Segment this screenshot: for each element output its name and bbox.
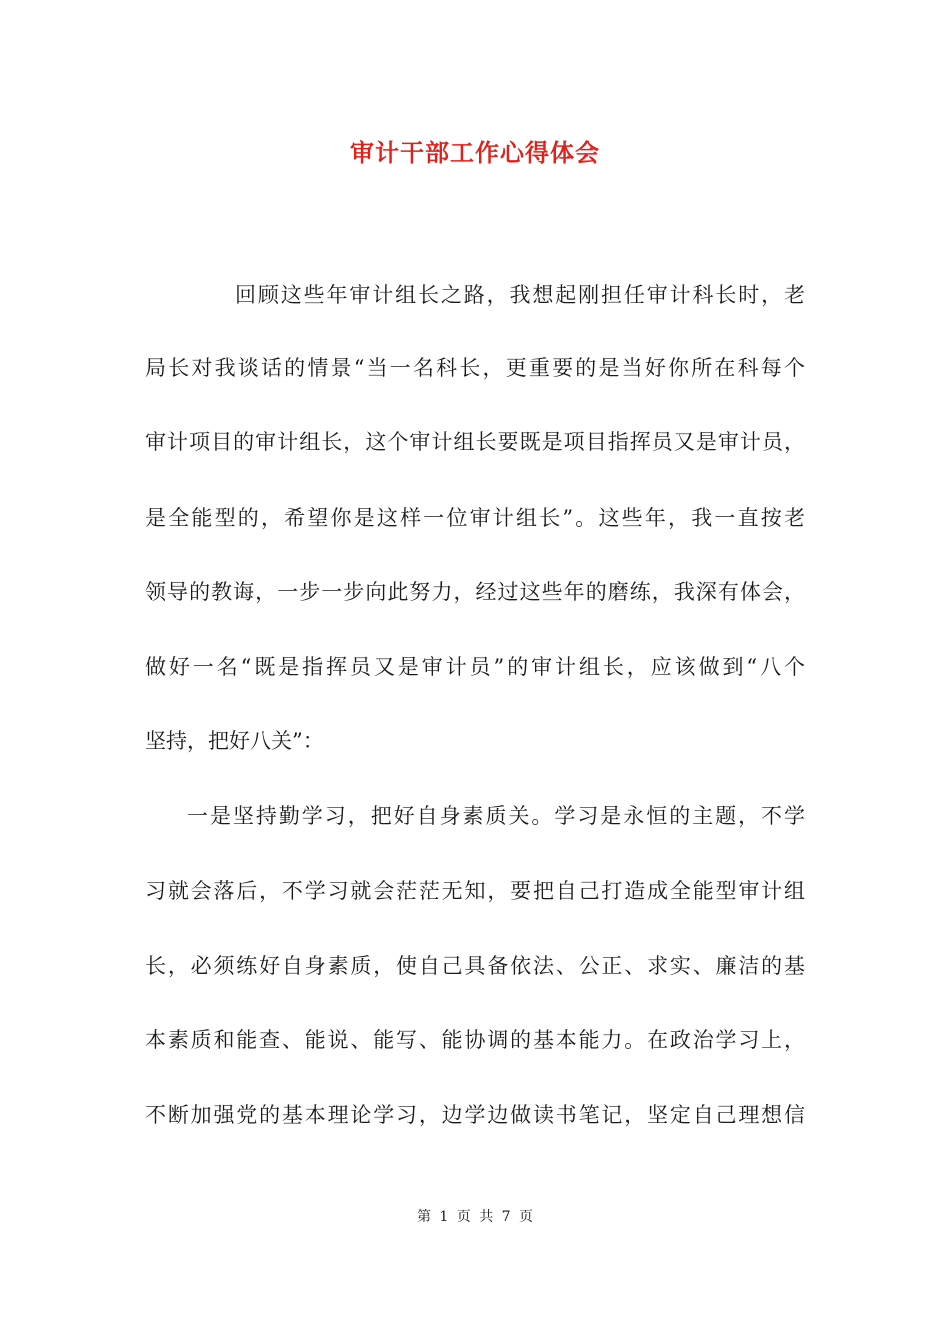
paragraph-line-10: 长，必须练好自身素质，使自己具备依法、公正、求实、廉洁的基 xyxy=(145,954,805,978)
paragraph-line-6: 做好一名“既是指挥员又是审计员”的审计组长，应该做到“八个 xyxy=(145,655,805,679)
document-title: 审计干部工作心得体会 xyxy=(350,139,600,167)
paragraph-line-4: 是全能型的，希望你是这样一位审计组长”。这些年，我一直按老 xyxy=(145,506,805,530)
paragraph-line-3: 审计项目的审计组长，这个审计组长要既是项目指挥员又是审计员， xyxy=(145,430,805,454)
paragraph-line-5: 领导的教诲，一步一步向此努力，经过这些年的磨练，我深有体会， xyxy=(145,580,805,604)
paragraph-line-11: 本素质和能查、能说、能写、能协调的基本能力。在政治学习上， xyxy=(145,1028,805,1052)
paragraph-line-1: 回顾这些年审计组长之路，我想起刚担任审计科长时，老 xyxy=(235,283,805,307)
paragraph-line-9: 习就会落后，不学习就会茫茫无知，要把自己打造成全能型审计组 xyxy=(145,879,805,903)
paragraph-line-7: 坚持，把好八关”： xyxy=(145,729,324,753)
paragraph-line-2: 局长对我谈话的情景“当一名科长，更重要的是当好你所在科每个 xyxy=(145,356,805,380)
page-number-footer: 第 1 页 共 7 页 xyxy=(416,1209,534,1225)
paragraph-line-12: 不断加强党的基本理论学习，边学边做读书笔记，坚定自己理想信 xyxy=(145,1103,805,1127)
paragraph-line-8: 一是坚持勤学习，把好自身素质关。学习是永恒的主题，不学 xyxy=(187,804,805,828)
